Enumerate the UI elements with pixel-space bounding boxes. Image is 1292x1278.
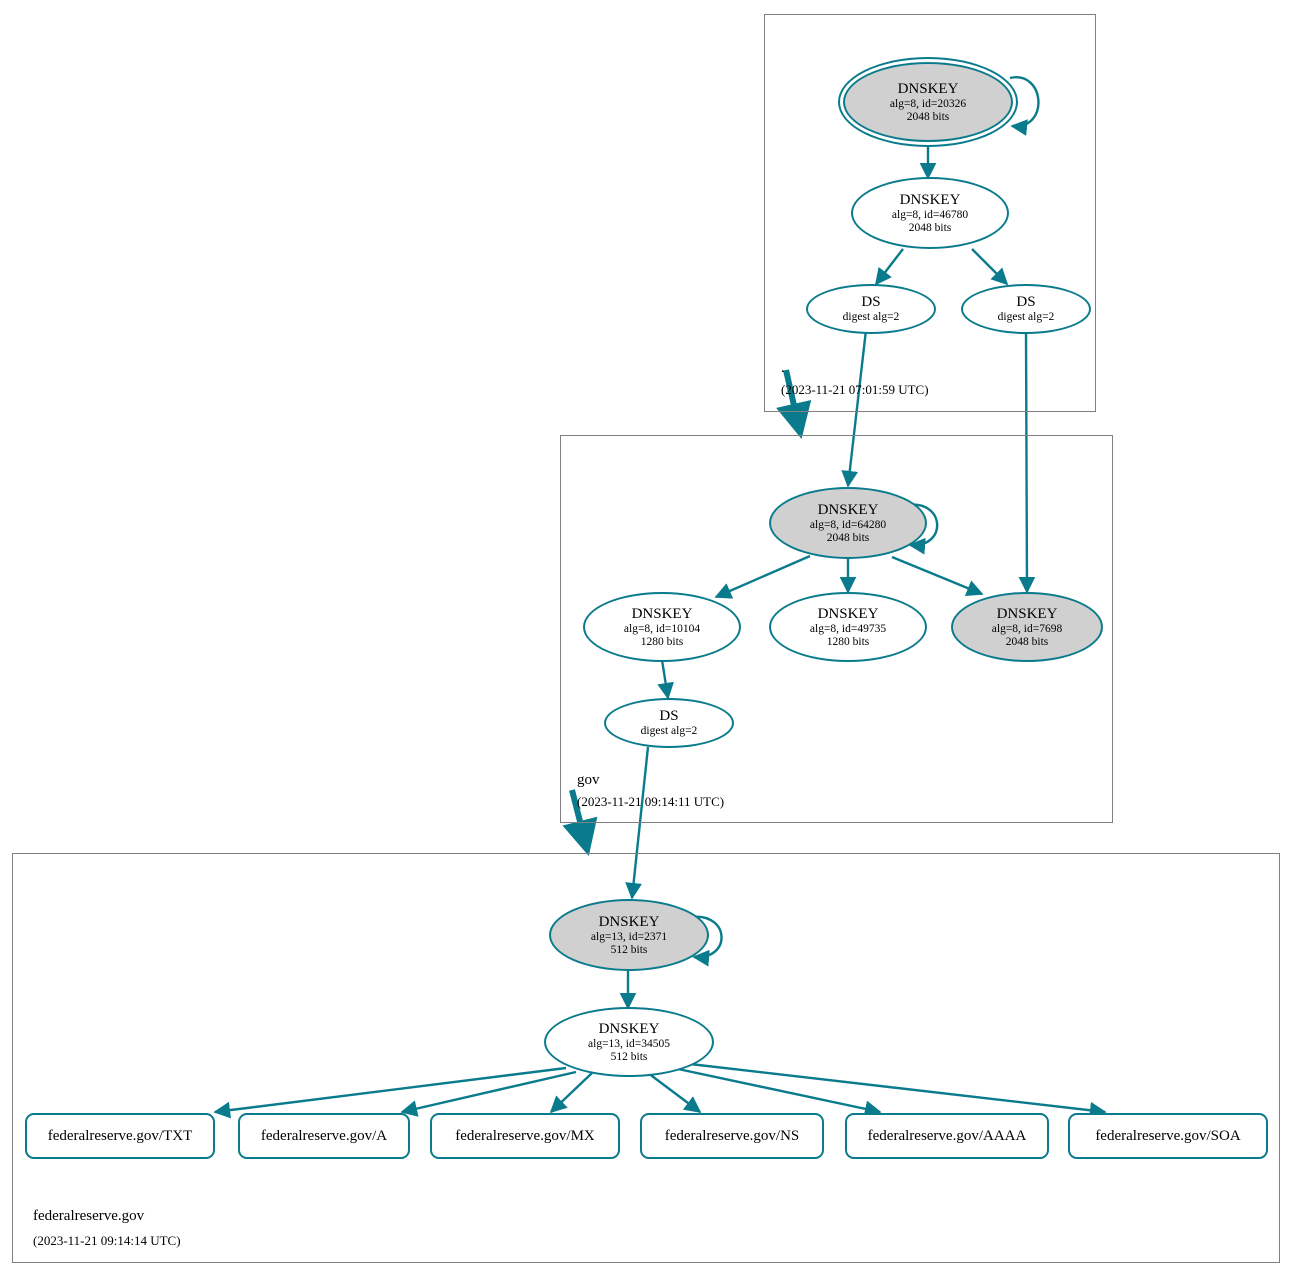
rrset-mx[interactable]: federalreserve.gov/MX [430,1113,620,1159]
node-type-label: DS [659,708,679,724]
node-size-label: 512 bits [610,943,648,956]
node-size-label: 512 bits [610,1050,648,1063]
zone-label-gov: gov [577,772,600,788]
node-size-label: 2048 bits [906,110,950,123]
node-alg-label: alg=8, id=20326 [889,97,967,110]
node-ds-root-2[interactable] [961,284,1091,334]
node-alg-label: alg=8, id=46780 [891,208,969,221]
zone-date-gov: (2023-11-21 09:14:11 UTC) [577,794,725,809]
node-dnskey-34505[interactable] [544,1007,714,1077]
rrset-soa[interactable]: federalreserve.gov/SOA [1068,1113,1268,1159]
node-type-label: DNSKEY [817,501,879,518]
zone-date-root: (2023-11-21 07:01:59 UTC) [781,382,929,397]
node-size-label: 2048 bits [826,531,870,544]
node-type-label: DNSKEY [996,605,1058,622]
node-type-label: DNSKEY [817,605,879,622]
node-size-label: 2048 bits [1005,635,1049,648]
node-size-label: 1280 bits [826,635,870,648]
node-dnskey-10104[interactable] [583,592,741,662]
node-dnskey-64280[interactable] [769,487,927,559]
node-alg-label: alg=13, id=34505 [588,1037,670,1050]
node-type-label: DNSKEY [598,913,660,930]
node-alg-label: alg=8, id=7698 [991,622,1063,635]
node-alg-label: alg=8, id=10104 [623,622,701,635]
node-type-label: DNSKEY [899,191,961,208]
node-digest-label: digest alg=2 [842,311,900,323]
node-digest-label: digest alg=2 [640,725,698,737]
zone-date-federalreserve: (2023-11-21 09:14:14 UTC) [33,1233,181,1248]
node-alg-label: alg=13, id=2371 [590,930,668,943]
rrset-txt[interactable]: federalreserve.gov/TXT [25,1113,215,1159]
node-alg-label: alg=8, id=64280 [809,518,887,531]
node-type-label: DNSKEY [598,1020,660,1037]
rrset-aaaa[interactable]: federalreserve.gov/AAAA [845,1113,1049,1159]
node-dnskey-49735[interactable] [769,592,927,662]
node-dnskey-7698[interactable] [951,592,1103,662]
rrset-a[interactable]: federalreserve.gov/A [238,1113,410,1159]
node-size-label: 1280 bits [640,635,684,648]
node-ds-root-1[interactable] [806,284,936,334]
node-size-label: 2048 bits [908,221,952,234]
node-dnskey-46780[interactable] [851,177,1009,249]
node-ds-gov-1[interactable] [604,698,734,748]
node-type-label: DS [1016,294,1036,310]
node-dnskey-20326[interactable] [843,62,1013,142]
node-digest-label: digest alg=2 [997,311,1055,323]
node-type-label: DS [861,294,881,310]
zone-label-root: . [781,360,785,376]
node-alg-label: alg=8, id=49735 [809,622,887,635]
zone-label-federalreserve: federalreserve.gov [33,1208,145,1224]
rrset-ns[interactable]: federalreserve.gov/NS [640,1113,824,1159]
node-dnskey-2371[interactable] [549,899,709,971]
node-type-label: DNSKEY [897,80,959,97]
node-type-label: DNSKEY [631,605,693,622]
